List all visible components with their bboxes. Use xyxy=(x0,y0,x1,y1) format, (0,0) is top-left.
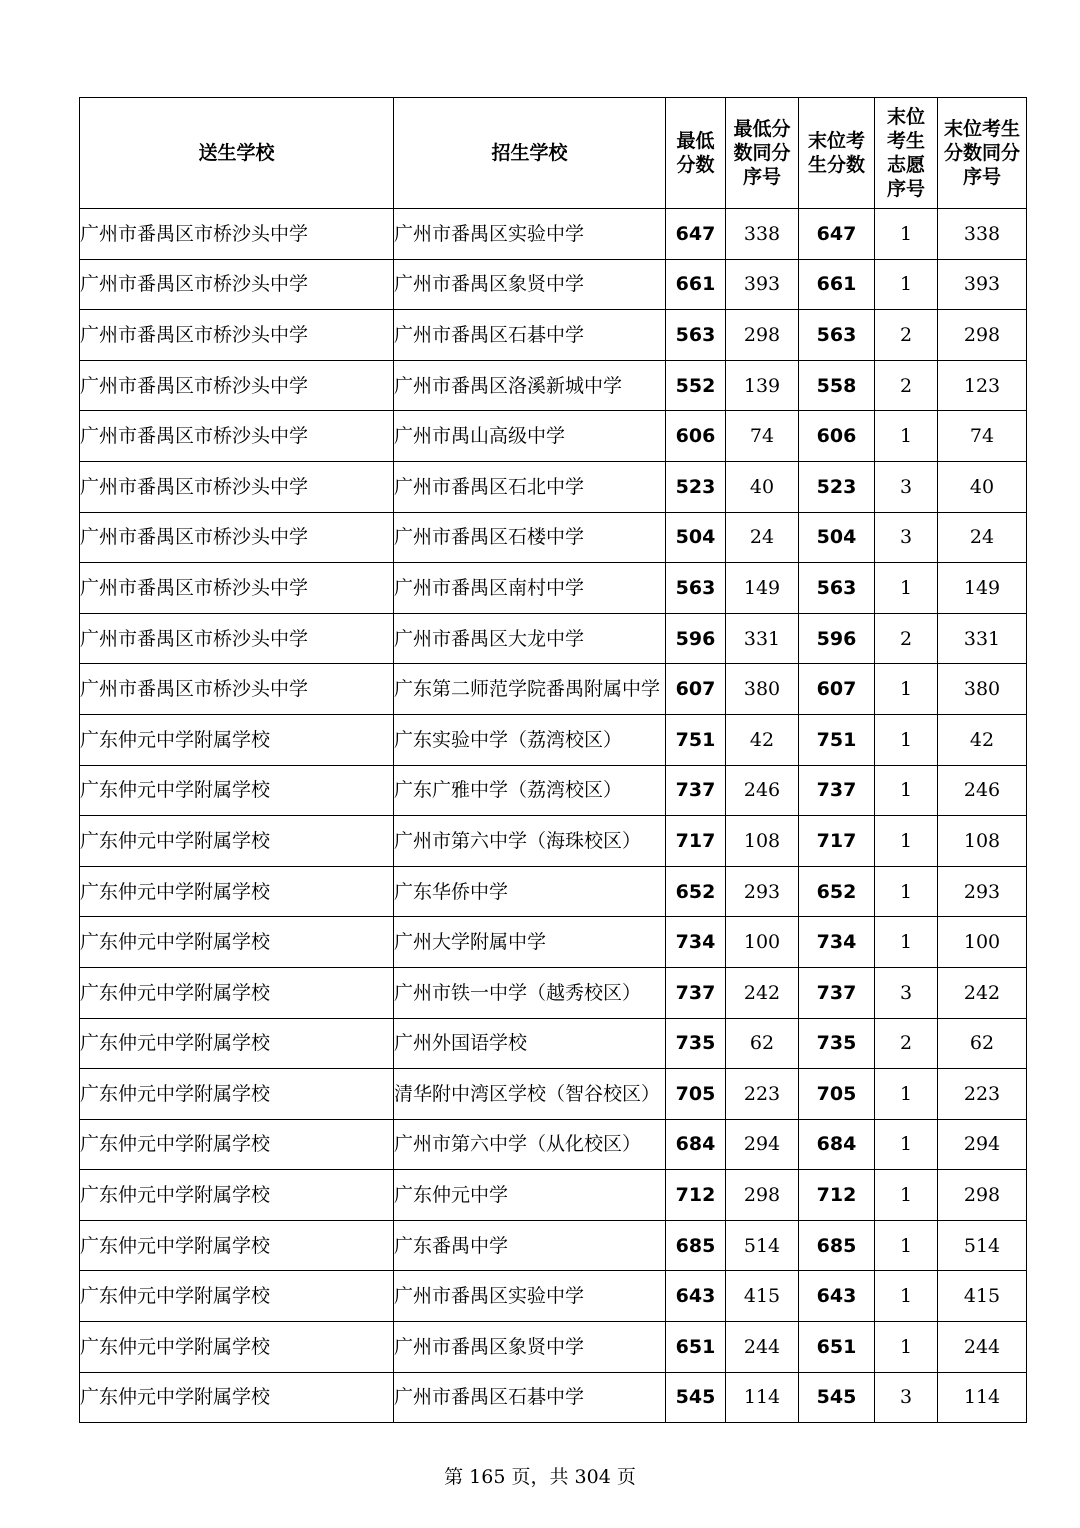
cell-last-choice: 1 xyxy=(875,765,938,816)
cell-last-rank: 74 xyxy=(938,411,1027,462)
cell-min-rank: 393 xyxy=(726,259,799,310)
cell-last-choice: 1 xyxy=(875,816,938,867)
table-row xyxy=(80,714,1027,765)
cell-school: 广州市番禺区南村中学 xyxy=(394,563,666,614)
cell-last-choice: 1 xyxy=(875,259,938,310)
cell-min-score: 705 xyxy=(666,1069,726,1120)
cell-last-rank: 123 xyxy=(938,360,1027,411)
cell-last-score: 737 xyxy=(799,765,875,816)
table-row xyxy=(80,1119,1027,1170)
cell-min-score: 607 xyxy=(666,664,726,715)
table-row xyxy=(80,765,1027,816)
column-header-line: 生分数 xyxy=(807,154,865,176)
cell-school: 广州市铁一中学（越秀校区） xyxy=(394,967,666,1018)
cell-min-rank: 244 xyxy=(726,1322,799,1373)
cell-sender: 广东仲元中学附属学校 xyxy=(80,1018,394,1069)
cell-last-choice: 2 xyxy=(875,613,938,664)
cell-min-rank: 298 xyxy=(726,310,799,361)
cell-school: 广州市番禺区实验中学 xyxy=(394,1271,666,1322)
table-row xyxy=(80,1018,1027,1069)
table-row xyxy=(80,816,1027,867)
cell-sender: 广东仲元中学附属学校 xyxy=(80,1170,394,1221)
cell-last-choice: 3 xyxy=(875,1372,938,1423)
column-header-line: 数同分 xyxy=(733,142,791,164)
table-row xyxy=(80,1322,1027,1373)
column-header-last_score xyxy=(799,98,875,209)
cell-min-rank: 108 xyxy=(726,816,799,867)
cell-last-score: 647 xyxy=(799,209,875,260)
cell-school: 广州外国语学校 xyxy=(394,1018,666,1069)
cell-min-rank: 242 xyxy=(726,967,799,1018)
table-row xyxy=(80,1271,1027,1322)
column-header-line: 最低 xyxy=(676,130,715,152)
table-row xyxy=(80,1220,1027,1271)
table-row xyxy=(80,512,1027,563)
cell-sender: 广州市番禺区市桥沙头中学 xyxy=(80,360,394,411)
cell-last-choice: 1 xyxy=(875,714,938,765)
cell-sender: 广东仲元中学附属学校 xyxy=(80,1271,394,1322)
cell-school: 广州市第六中学（从化校区） xyxy=(394,1119,666,1170)
cell-school: 广州市禺山高级中学 xyxy=(394,411,666,462)
cell-sender: 广东仲元中学附属学校 xyxy=(80,765,394,816)
cell-last-score: 651 xyxy=(799,1322,875,1373)
column-header-line: 末位 xyxy=(886,106,925,128)
cell-sender: 广东仲元中学附属学校 xyxy=(80,1372,394,1423)
cell-last-choice: 2 xyxy=(875,310,938,361)
cell-last-choice: 2 xyxy=(875,360,938,411)
cell-sender: 广州市番禺区市桥沙头中学 xyxy=(80,310,394,361)
cell-last-score: 607 xyxy=(799,664,875,715)
cell-last-choice: 2 xyxy=(875,1018,938,1069)
cell-last-rank: 244 xyxy=(938,1322,1027,1373)
cell-last-rank: 331 xyxy=(938,613,1027,664)
cell-last-score: 705 xyxy=(799,1069,875,1120)
table-row xyxy=(80,917,1027,968)
cell-min-rank: 42 xyxy=(726,714,799,765)
cell-last-score: 563 xyxy=(799,563,875,614)
cell-last-choice: 1 xyxy=(875,1069,938,1120)
table-row xyxy=(80,411,1027,462)
cell-last-rank: 294 xyxy=(938,1119,1027,1170)
cell-school: 广州市番禺区大龙中学 xyxy=(394,613,666,664)
cell-min-rank: 149 xyxy=(726,563,799,614)
cell-last-score: 643 xyxy=(799,1271,875,1322)
cell-last-choice: 1 xyxy=(875,866,938,917)
cell-min-score: 652 xyxy=(666,866,726,917)
cell-last-rank: 40 xyxy=(938,461,1027,512)
cell-school: 广东番禺中学 xyxy=(394,1220,666,1271)
cell-min-rank: 100 xyxy=(726,917,799,968)
cell-last-rank: 108 xyxy=(938,816,1027,867)
cell-last-score: 685 xyxy=(799,1220,875,1271)
cell-min-rank: 246 xyxy=(726,765,799,816)
cell-last-choice: 1 xyxy=(875,917,938,968)
cell-last-rank: 338 xyxy=(938,209,1027,260)
cell-min-score: 545 xyxy=(666,1372,726,1423)
cell-school: 广州市番禺区象贤中学 xyxy=(394,259,666,310)
cell-sender: 广州市番禺区市桥沙头中学 xyxy=(80,259,394,310)
cell-min-rank: 380 xyxy=(726,664,799,715)
cell-sender: 广州市番禺区市桥沙头中学 xyxy=(80,512,394,563)
cell-school: 广东广雅中学（荔湾校区） xyxy=(394,765,666,816)
table-row xyxy=(80,563,1027,614)
cell-last-score: 596 xyxy=(799,613,875,664)
cell-sender: 广州市番禺区市桥沙头中学 xyxy=(80,563,394,614)
cell-last-rank: 514 xyxy=(938,1220,1027,1271)
cell-school: 广东仲元中学 xyxy=(394,1170,666,1221)
cell-min-rank: 293 xyxy=(726,866,799,917)
cell-school: 广东华侨中学 xyxy=(394,866,666,917)
cell-last-score: 652 xyxy=(799,866,875,917)
cell-last-score: 606 xyxy=(799,411,875,462)
column-header-line: 分数同分 xyxy=(943,142,1020,164)
table-row xyxy=(80,259,1027,310)
column-header-sender xyxy=(80,98,394,209)
cell-last-score: 737 xyxy=(799,967,875,1018)
cell-min-score: 661 xyxy=(666,259,726,310)
cell-last-score: 523 xyxy=(799,461,875,512)
column-header-line: 序号 xyxy=(742,166,781,188)
cell-min-rank: 223 xyxy=(726,1069,799,1120)
cell-last-score: 684 xyxy=(799,1119,875,1170)
cell-last-rank: 415 xyxy=(938,1271,1027,1322)
cell-sender: 广东仲元中学附属学校 xyxy=(80,1322,394,1373)
cell-min-rank: 338 xyxy=(726,209,799,260)
cell-school: 广州市番禺区实验中学 xyxy=(394,209,666,260)
cell-sender: 广州市番禺区市桥沙头中学 xyxy=(80,613,394,664)
column-header-line: 序号 xyxy=(886,178,925,200)
cell-min-score: 734 xyxy=(666,917,726,968)
column-header-line: 末位考生 xyxy=(943,118,1020,140)
column-header-line: 志愿 xyxy=(886,154,925,176)
cell-last-rank: 298 xyxy=(938,1170,1027,1221)
cell-min-rank: 514 xyxy=(726,1220,799,1271)
cell-last-choice: 1 xyxy=(875,664,938,715)
cell-last-rank: 24 xyxy=(938,512,1027,563)
column-header-line: 序号 xyxy=(962,166,1001,188)
column-header-line: 最低分 xyxy=(733,118,791,140)
cell-last-choice: 1 xyxy=(875,1220,938,1271)
cell-last-rank: 114 xyxy=(938,1372,1027,1423)
cell-sender: 广东仲元中学附属学校 xyxy=(80,1220,394,1271)
column-header-min_score xyxy=(666,98,726,209)
cell-min-score: 504 xyxy=(666,512,726,563)
cell-min-score: 552 xyxy=(666,360,726,411)
cell-min-score: 563 xyxy=(666,310,726,361)
cell-sender: 广州市番禺区市桥沙头中学 xyxy=(80,411,394,462)
table-row xyxy=(80,1170,1027,1221)
cell-last-choice: 1 xyxy=(875,1322,938,1373)
cell-school: 广州市番禺区石楼中学 xyxy=(394,512,666,563)
cell-school: 广州大学附属中学 xyxy=(394,917,666,968)
table-row xyxy=(80,360,1027,411)
cell-last-choice: 1 xyxy=(875,1170,938,1221)
cell-last-choice: 3 xyxy=(875,967,938,1018)
cell-last-choice: 1 xyxy=(875,1119,938,1170)
admission-score-table xyxy=(79,97,1027,1423)
cell-last-score: 563 xyxy=(799,310,875,361)
cell-last-score: 545 xyxy=(799,1372,875,1423)
cell-min-score: 523 xyxy=(666,461,726,512)
cell-min-score: 751 xyxy=(666,714,726,765)
cell-sender: 广东仲元中学附属学校 xyxy=(80,714,394,765)
cell-min-score: 685 xyxy=(666,1220,726,1271)
table-row xyxy=(80,866,1027,917)
cell-last-score: 661 xyxy=(799,259,875,310)
cell-last-score: 504 xyxy=(799,512,875,563)
column-header-line: 考生 xyxy=(886,130,925,152)
cell-school: 广东第二师范学院番禺附属中学 xyxy=(394,664,666,715)
cell-school: 广州市番禺区象贤中学 xyxy=(394,1322,666,1373)
page-footer: 第 165 页，共 304 页 xyxy=(444,1466,636,1488)
cell-min-score: 735 xyxy=(666,1018,726,1069)
cell-min-score: 606 xyxy=(666,411,726,462)
cell-last-rank: 223 xyxy=(938,1069,1027,1120)
table-body xyxy=(80,209,1027,1423)
cell-last-rank: 149 xyxy=(938,563,1027,614)
cell-sender: 广州市番禺区市桥沙头中学 xyxy=(80,209,394,260)
cell-sender: 广东仲元中学附属学校 xyxy=(80,967,394,1018)
cell-school: 广州市番禺区石碁中学 xyxy=(394,310,666,361)
column-header-line: 末位考 xyxy=(807,130,865,152)
cell-min-score: 643 xyxy=(666,1271,726,1322)
cell-sender: 广州市番禺区市桥沙头中学 xyxy=(80,664,394,715)
cell-last-score: 712 xyxy=(799,1170,875,1221)
table-row xyxy=(80,209,1027,260)
cell-min-rank: 139 xyxy=(726,360,799,411)
cell-min-score: 651 xyxy=(666,1322,726,1373)
cell-sender: 广东仲元中学附属学校 xyxy=(80,1069,394,1120)
cell-sender: 广州市番禺区市桥沙头中学 xyxy=(80,461,394,512)
cell-school: 清华附中湾区学校（智谷校区） xyxy=(394,1069,666,1120)
cell-min-score: 684 xyxy=(666,1119,726,1170)
cell-last-choice: 3 xyxy=(875,512,938,563)
cell-last-rank: 298 xyxy=(938,310,1027,361)
cell-sender: 广东仲元中学附属学校 xyxy=(80,917,394,968)
cell-last-rank: 293 xyxy=(938,866,1027,917)
cell-min-rank: 331 xyxy=(726,613,799,664)
cell-min-rank: 114 xyxy=(726,1372,799,1423)
table-row xyxy=(80,967,1027,1018)
table-row xyxy=(80,613,1027,664)
cell-sender: 广东仲元中学附属学校 xyxy=(80,816,394,867)
cell-min-rank: 62 xyxy=(726,1018,799,1069)
cell-min-score: 647 xyxy=(666,209,726,260)
table-row xyxy=(80,461,1027,512)
cell-last-rank: 380 xyxy=(938,664,1027,715)
cell-min-score: 737 xyxy=(666,967,726,1018)
cell-min-rank: 24 xyxy=(726,512,799,563)
cell-min-score: 717 xyxy=(666,816,726,867)
cell-last-rank: 246 xyxy=(938,765,1027,816)
cell-last-score: 751 xyxy=(799,714,875,765)
cell-min-rank: 298 xyxy=(726,1170,799,1221)
cell-last-choice: 3 xyxy=(875,461,938,512)
column-header-line: 分数 xyxy=(676,154,715,176)
cell-last-choice: 1 xyxy=(875,563,938,614)
column-header-line: 送生学校 xyxy=(198,142,275,164)
cell-last-rank: 42 xyxy=(938,714,1027,765)
cell-school: 广州市番禺区洛溪新城中学 xyxy=(394,360,666,411)
cell-min-score: 563 xyxy=(666,563,726,614)
cell-last-rank: 393 xyxy=(938,259,1027,310)
cell-last-rank: 62 xyxy=(938,1018,1027,1069)
cell-last-rank: 242 xyxy=(938,967,1027,1018)
cell-last-choice: 1 xyxy=(875,411,938,462)
column-header-line: 招生学校 xyxy=(491,142,568,164)
cell-school: 广州市第六中学（海珠校区） xyxy=(394,816,666,867)
table-row xyxy=(80,664,1027,715)
cell-last-rank: 100 xyxy=(938,917,1027,968)
table-header-row xyxy=(80,98,1027,209)
cell-min-score: 737 xyxy=(666,765,726,816)
cell-school: 广州市番禺区石北中学 xyxy=(394,461,666,512)
cell-last-score: 558 xyxy=(799,360,875,411)
column-header-school xyxy=(394,98,666,209)
column-header-last_choice xyxy=(875,98,938,209)
cell-last-score: 717 xyxy=(799,816,875,867)
table-row xyxy=(80,310,1027,361)
table-row xyxy=(80,1372,1027,1423)
cell-last-choice: 1 xyxy=(875,1271,938,1322)
cell-min-score: 712 xyxy=(666,1170,726,1221)
cell-min-rank: 415 xyxy=(726,1271,799,1322)
cell-min-rank: 294 xyxy=(726,1119,799,1170)
cell-last-score: 734 xyxy=(799,917,875,968)
cell-school: 广州市番禺区石碁中学 xyxy=(394,1372,666,1423)
table-row xyxy=(80,1069,1027,1120)
cell-sender: 广东仲元中学附属学校 xyxy=(80,1119,394,1170)
column-header-min_rank xyxy=(726,98,799,209)
cell-sender: 广东仲元中学附属学校 xyxy=(80,866,394,917)
cell-school: 广东实验中学（荔湾校区） xyxy=(394,714,666,765)
cell-last-score: 735 xyxy=(799,1018,875,1069)
cell-min-rank: 74 xyxy=(726,411,799,462)
cell-min-rank: 40 xyxy=(726,461,799,512)
cell-last-choice: 1 xyxy=(875,209,938,260)
column-header-last_rank xyxy=(938,98,1027,209)
cell-min-score: 596 xyxy=(666,613,726,664)
